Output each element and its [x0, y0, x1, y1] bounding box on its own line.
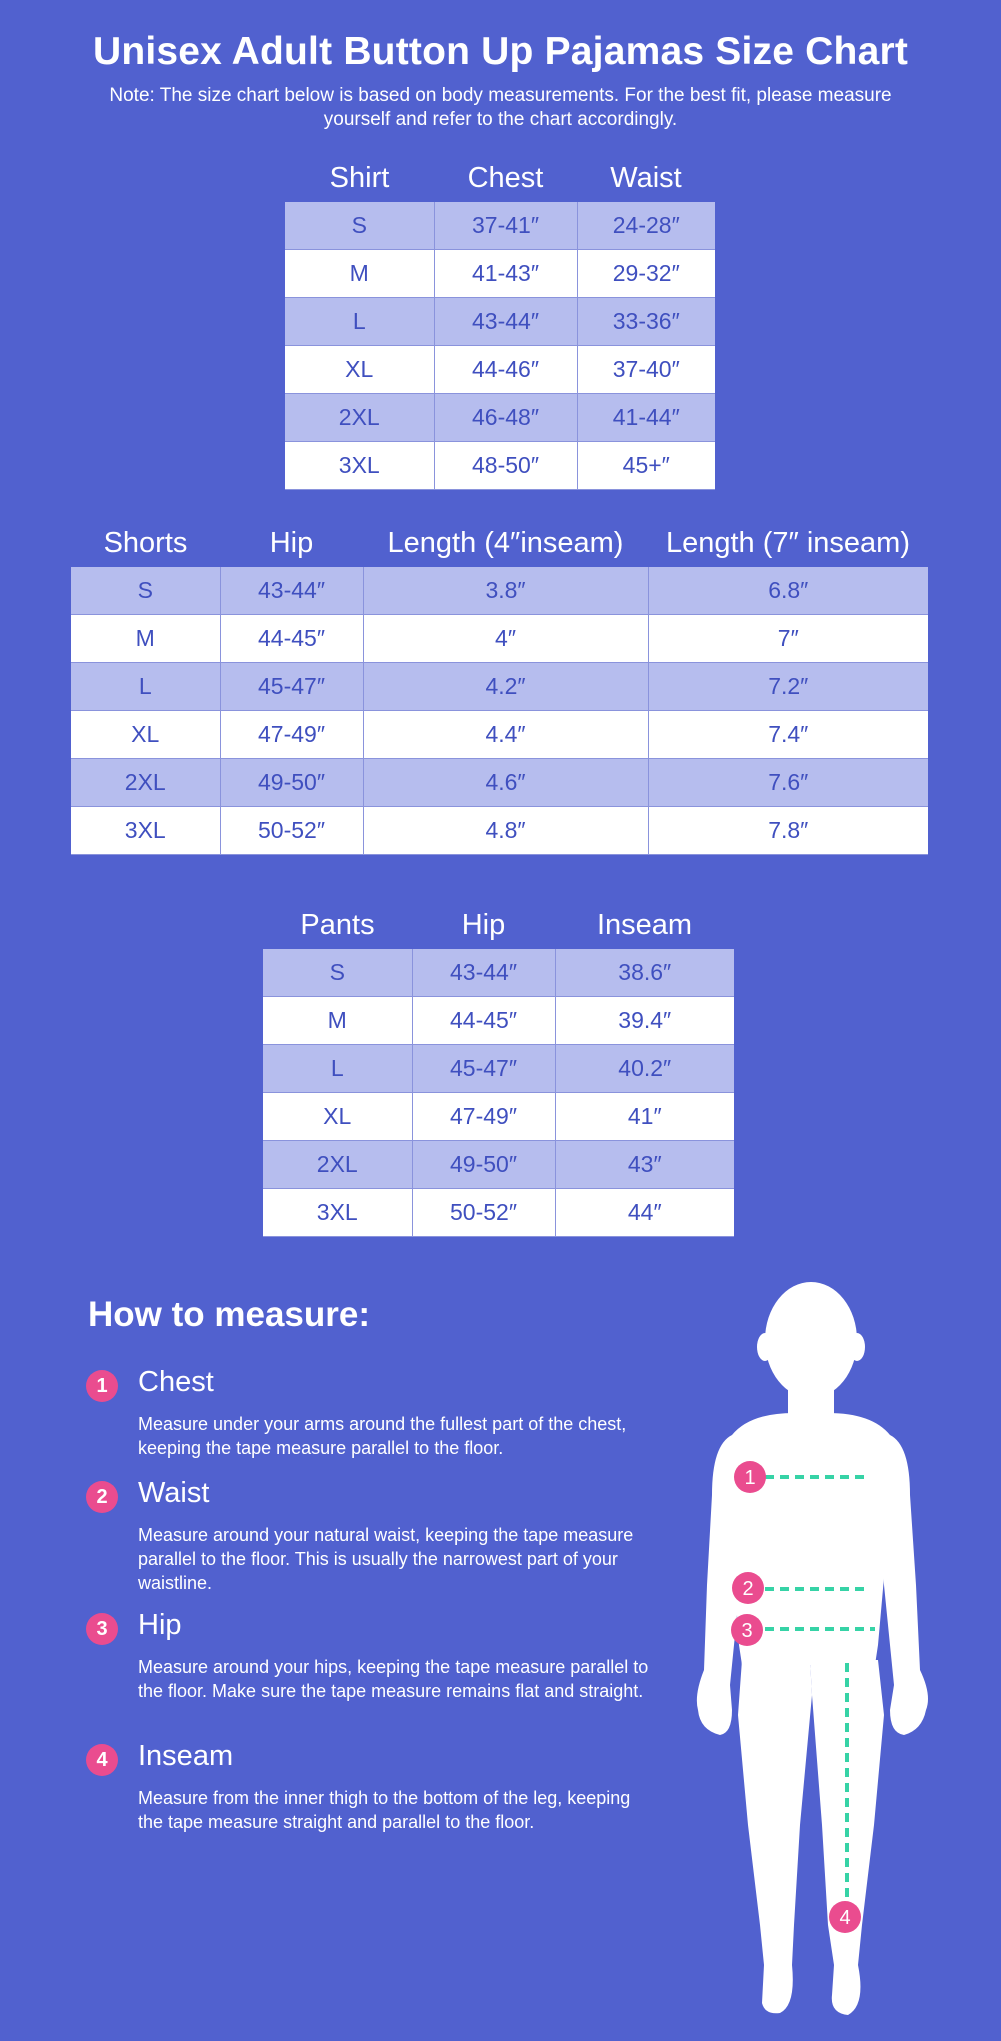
step-number-badge: 1: [86, 1370, 118, 1402]
size-label-cell: 2XL: [263, 1141, 412, 1189]
measurement-cell: 41-44″: [577, 394, 715, 442]
measurement-cell: 48-50″: [434, 442, 577, 490]
step-description: Measure around your hips, keeping the tape measure parallel to the floor. Make sure the tape measure remains flat and straight.: [138, 1657, 649, 1701]
measurement-cell: 49-50″: [412, 1141, 555, 1189]
size-label-cell: 3XL: [71, 807, 220, 855]
measurement-cell: 47-49″: [220, 711, 363, 759]
measurement-cell: 37-40″: [577, 346, 715, 394]
marker-number: 2: [742, 1578, 754, 1600]
table-row: [285, 442, 715, 490]
size-label-cell: L: [263, 1045, 412, 1093]
size-label-cell: XL: [285, 346, 434, 394]
step-number-badge: 4: [86, 1744, 118, 1776]
measurement-cell: 44-45″: [220, 615, 363, 663]
measurement-cell: 29-32″: [577, 250, 715, 298]
shirt-table-body: [285, 202, 715, 490]
table-row: [263, 1141, 734, 1189]
measurement-cell: 37-41″: [434, 202, 577, 250]
step-description: Measure under your arms around the fullest part of the chest, keeping the tape measure parallel to the floor.: [138, 1414, 627, 1458]
measurement-cell: 47-49″: [412, 1093, 555, 1141]
shirt-table-header: [285, 158, 715, 202]
size-label-cell: 3XL: [263, 1189, 412, 1237]
step-name: Chest: [138, 1366, 214, 1398]
measurement-cell: 40.2″: [555, 1045, 734, 1093]
size-label-cell: M: [285, 250, 434, 298]
shorts-table-header: [71, 523, 928, 567]
measurement-cell: 49-50″: [220, 759, 363, 807]
step-name: Inseam: [138, 1740, 234, 1772]
table-row: [263, 949, 734, 997]
table-row: [285, 250, 715, 298]
measurement-cell: 7.8″: [648, 807, 928, 855]
pants-table-body: [263, 949, 734, 1237]
step-name: Hip: [138, 1609, 182, 1641]
column-header: Hip: [269, 527, 314, 559]
table-row: [285, 202, 715, 250]
measurement-cell: 7.2″: [648, 663, 928, 711]
table-row: [71, 615, 928, 663]
measurement-cell: 4.6″: [363, 759, 648, 807]
column-header: Chest: [467, 162, 544, 194]
size-label-cell: 3XL: [285, 442, 434, 490]
measurement-cell: 39.4″: [555, 997, 734, 1045]
how-to-measure-heading: How to measure:: [88, 1295, 370, 1334]
measurement-cell: 45-47″: [412, 1045, 555, 1093]
table-row: [71, 663, 928, 711]
step-description: Measure around your natural waist, keeping the tape measure parallel to the floor. This is usually the narrowest part of your waistline.: [138, 1525, 634, 1593]
chest-marker: [734, 1461, 766, 1493]
measurement-cell: 38.6″: [555, 949, 734, 997]
measurement-cell: 43-44″: [220, 567, 363, 615]
step-number-badge: 3: [86, 1613, 118, 1645]
measurement-cell: 45+″: [577, 442, 715, 490]
table-row: [263, 1045, 734, 1093]
measurement-cell: 7.6″: [648, 759, 928, 807]
measurement-cell: 44-46″: [434, 346, 577, 394]
column-header: Shirt: [329, 162, 390, 194]
size-label-cell: L: [285, 298, 434, 346]
measurement-cell: 7″: [648, 615, 928, 663]
measurement-cell: 33-36″: [577, 298, 715, 346]
measurement-cell: 4.2″: [363, 663, 648, 711]
shirt-size-table: [285, 158, 715, 490]
measurement-cell: 46-48″: [434, 394, 577, 442]
measurement-cell: 44″: [555, 1189, 734, 1237]
column-header: Inseam: [596, 909, 693, 941]
table-row: [285, 346, 715, 394]
size-label-cell: S: [263, 949, 412, 997]
measurement-cell: 4.4″: [363, 711, 648, 759]
inseam-marker: [829, 1901, 861, 1933]
measurement-cell: 43-44″: [412, 949, 555, 997]
measurement-cell: 4″: [363, 615, 648, 663]
measurement-cell: 50-52″: [220, 807, 363, 855]
size-label-cell: XL: [263, 1093, 412, 1141]
table-row: [285, 298, 715, 346]
marker-number: 3: [741, 1620, 753, 1642]
measurement-cell: 41″: [555, 1093, 734, 1141]
measurement-cell: 44-45″: [412, 997, 555, 1045]
measurement-cell: 3.8″: [363, 567, 648, 615]
table-row: [263, 1093, 734, 1141]
measurement-cell: 45-47″: [220, 663, 363, 711]
column-header: Length (7″ inseam): [665, 527, 910, 559]
waist-marker: [732, 1572, 764, 1604]
size-label-cell: XL: [71, 711, 220, 759]
body-measurement-figure: [690, 1265, 940, 2025]
table-row: [285, 394, 715, 442]
page-title: Unisex Adult Button Up Pajamas Size Chart: [92, 30, 909, 73]
column-header: Waist: [610, 162, 682, 194]
step-number-badge: 2: [86, 1481, 118, 1513]
marker-number: 4: [839, 1907, 851, 1929]
size-label-cell: S: [285, 202, 434, 250]
table-row: [71, 711, 928, 759]
step-description: Measure from the inner thigh to the bottom of the leg, keeping the tape measure straight and parallel to the floor.: [138, 1788, 631, 1832]
column-header: Hip: [461, 909, 506, 941]
table-row: [71, 567, 928, 615]
size-label-cell: M: [263, 997, 412, 1045]
marker-number: 1: [744, 1467, 756, 1489]
size-label-cell: S: [71, 567, 220, 615]
measurement-cell: 43-44″: [434, 298, 577, 346]
human-silhouette-icon: [697, 1282, 928, 2015]
column-header: Shorts: [103, 527, 188, 559]
size-chart-note: Note: The size chart below is based on body measurements. For the best fit, please measure yourself and refer to the chart accordingly.: [109, 85, 892, 130]
measurement-cell: 4.8″: [363, 807, 648, 855]
measurement-cell: 41-43″: [434, 250, 577, 298]
size-label-cell: 2XL: [71, 759, 220, 807]
shorts-size-table: [71, 523, 928, 855]
size-label-cell: 2XL: [285, 394, 434, 442]
measurement-cell: 7.4″: [648, 711, 928, 759]
column-header: Pants: [300, 909, 375, 941]
table-row: [263, 1189, 734, 1237]
column-header: Length (4″inseam): [387, 527, 624, 559]
table-row: [263, 997, 734, 1045]
table-row: [71, 807, 928, 855]
size-label-cell: L: [71, 663, 220, 711]
step-name: Waist: [138, 1477, 210, 1509]
pants-size-table: [263, 905, 734, 1237]
shorts-table-body: [71, 567, 928, 855]
size-label-cell: M: [71, 615, 220, 663]
measurement-cell: 24-28″: [577, 202, 715, 250]
measurement-cell: 43″: [555, 1141, 734, 1189]
measurement-cell: 6.8″: [648, 567, 928, 615]
pants-table-header: [263, 905, 734, 949]
table-row: [71, 759, 928, 807]
measurement-cell: 50-52″: [412, 1189, 555, 1237]
hip-marker: [731, 1614, 763, 1646]
